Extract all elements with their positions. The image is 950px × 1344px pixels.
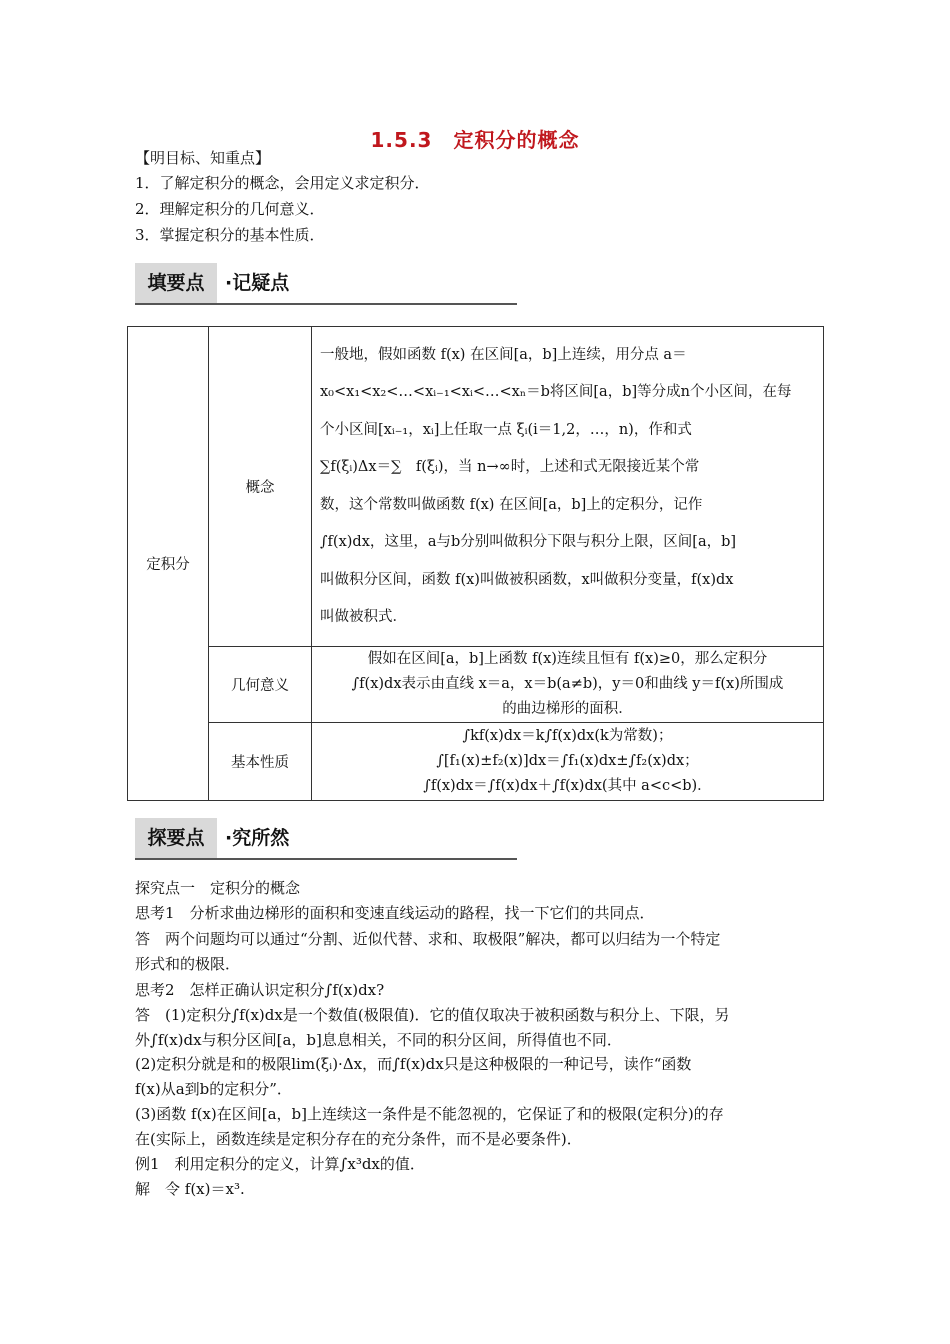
concept-line: x₀<x₁<x₂<…<xᵢ₋₁<xᵢ<…<xₙ＝b将区间[a，b]等分成n个小区间，在每 bbox=[320, 384, 792, 400]
geometry-line: ∫f(x)dx表示由直线 x＝a，x＝b(a≠b)，y＝0和曲线 y＝f(x)所围成 bbox=[351, 676, 784, 692]
body-line: f(x)从a到b的定积分”． bbox=[135, 1080, 292, 1098]
body-line: 答 两个问题均可以通过“分割、近似代替、求和、取极限”解决，都可以归结为一个特定 bbox=[135, 930, 721, 948]
section-box-label: 探要点 bbox=[135, 818, 217, 858]
goals-heading: 【明目标、知重点】 bbox=[135, 149, 271, 167]
goal-item-1: 1．了解定积分的概念，会用定义求定积分． bbox=[135, 174, 430, 192]
property-line: ∫f(x)dx＝∫f(x)dx＋∫f(x)dx(其中 a<c<b)． bbox=[423, 778, 712, 794]
goal-item-3: 3．掌握定积分的基本性质． bbox=[135, 226, 325, 244]
geometry-label: 几何意义 bbox=[231, 678, 289, 694]
concept-label-cell bbox=[209, 327, 312, 647]
goal-item-2: 2．理解定积分的几何意义． bbox=[135, 200, 325, 218]
geometry-content-cell bbox=[312, 647, 824, 723]
property-label-cell bbox=[209, 723, 312, 801]
body-line: 形式和的极限． bbox=[135, 955, 241, 973]
body-line: (3)函数 f(x)在区间[a，b]上连续这一条件是不能忽视的，它保证了和的极限(定积分)的存 bbox=[135, 1105, 724, 1123]
section-subtitle: ·记疑点 bbox=[225, 272, 290, 294]
section-divider bbox=[135, 303, 517, 305]
body-line: 外∫f(x)dx与积分区间[a，b]息息相关，不同的积分区间，所得值也不同． bbox=[135, 1031, 622, 1049]
concept-label: 概念 bbox=[245, 480, 275, 496]
concept-line: 个小区间[xᵢ₋₁，xᵢ]上任取一点 ξᵢ(i＝1,2，…，n)，作和式 bbox=[320, 421, 692, 438]
row-header-label: 定积分 bbox=[146, 557, 190, 573]
property-line: ∫[f₁(x)±f₂(x)]dx＝∫f₁(x)dx±∫f₂(x)dx； bbox=[436, 753, 699, 769]
body-line: 探究点一 定积分的概念 bbox=[135, 879, 301, 897]
section-header-explore bbox=[135, 818, 517, 860]
concept-content-cell bbox=[312, 327, 824, 647]
body-line: 思考1 分析求曲边梯形的面积和变速直线运动的路程，找一下它们的共同点． bbox=[135, 904, 655, 922]
property-label: 基本性质 bbox=[231, 755, 289, 771]
body-line: 答 (1)定积分∫f(x)dx是一个数值(极限值)．它的值仅取决于被积函数与积分上、下限，另 bbox=[135, 1006, 730, 1024]
section-header-key-points bbox=[135, 263, 517, 305]
geometry-label-cell bbox=[209, 647, 312, 723]
geometry-line: 的曲边梯形的面积． bbox=[502, 701, 633, 717]
definition-table bbox=[127, 326, 824, 801]
property-line: ∫kf(x)dx＝k∫f(x)dx(k为常数)； bbox=[462, 728, 673, 744]
concept-line: 一般地，假如函数 f(x) 在区间[a，b]上连续，用分点 a＝ bbox=[320, 346, 687, 363]
body-line: (2)定积分就是和的极限lim(ξᵢ)·Δx，而∫f(x)dx只是这种极限的一种记号，读作“函数 bbox=[135, 1055, 692, 1073]
row-header-cell bbox=[128, 327, 209, 801]
geometry-line: 假如在区间[a，b]上函数 f(x)连续且恒有 f(x)≥0，那么定积分 bbox=[367, 651, 768, 667]
concept-line: 数，这个常数叫做函数 f(x) 在区间[a，b]上的定积分，记作 bbox=[320, 496, 703, 513]
page-title: 1.5.3 定积分的概念 bbox=[370, 128, 580, 152]
body-line: 解 令 f(x)＝x³. bbox=[135, 1180, 245, 1198]
body-line: 思考2 怎样正确认识定积分∫f(x)dx? bbox=[135, 981, 385, 999]
body-line: 例1 利用定积分的定义，计算∫x³dx的值． bbox=[135, 1155, 425, 1173]
body-line: 在(实际上，函数连续是定积分存在的充分条件，而不是必要条件)． bbox=[135, 1130, 582, 1148]
section-box-label: 填要点 bbox=[135, 263, 217, 303]
section-divider bbox=[135, 858, 517, 860]
section-subtitle: ·究所然 bbox=[225, 827, 290, 849]
concept-line: ∫f(x)dx，这里，a与b分别叫做积分下限与积分上限，区间[a，b] bbox=[320, 534, 737, 550]
property-content-cell bbox=[312, 723, 824, 801]
concept-line: 叫做被积式． bbox=[320, 609, 407, 625]
concept-line: 叫做积分区间，函数 f(x)叫做被积函数，x叫做积分变量，f(x)dx bbox=[320, 571, 734, 588]
concept-line: ∑f(ξᵢ)Δx＝∑ f(ξᵢ)，当 n→∞时，上述和式无限接近某个常 bbox=[320, 459, 700, 475]
